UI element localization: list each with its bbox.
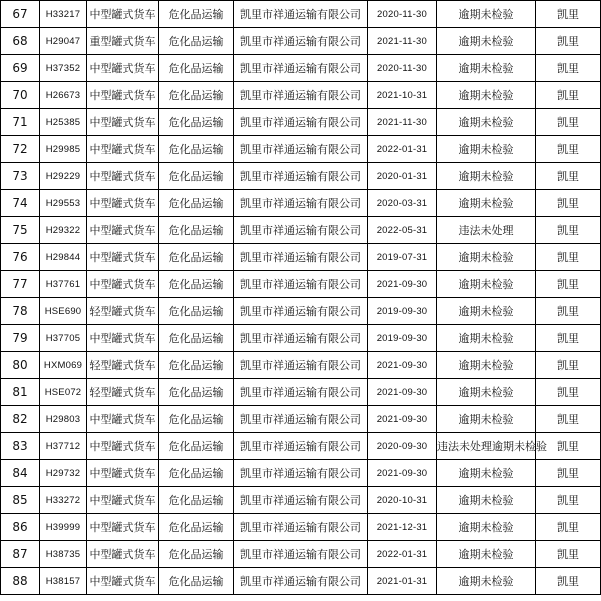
- row-number-cell: 74: [1, 190, 40, 217]
- plate-cell: H38735: [40, 541, 87, 568]
- area-cell: 凯里: [536, 487, 601, 514]
- table-body: [1, 1, 601, 595]
- row-number-cell: 75: [1, 217, 40, 244]
- vehicle-type-cell: 中型罐式货车: [87, 460, 159, 487]
- vehicle-type-cell: 中型罐式货车: [87, 109, 159, 136]
- date-cell: 2022-01-31: [368, 136, 437, 163]
- date-cell: 2019-09-30: [368, 325, 437, 352]
- usage-cell: 危化品运输: [159, 55, 234, 82]
- status-cell: 逾期未检验: [437, 28, 536, 55]
- status-cell: 逾期未检验: [437, 541, 536, 568]
- date-cell: 2021-10-31: [368, 82, 437, 109]
- plate-cell: H26673: [40, 82, 87, 109]
- row-number-cell: 71: [1, 109, 40, 136]
- table-row: [1, 352, 601, 379]
- plate-cell: H37712: [40, 433, 87, 460]
- company-cell: 凯里市祥通运输有限公司: [234, 190, 368, 217]
- table-row: [1, 136, 601, 163]
- usage-cell: 危化品运输: [159, 514, 234, 541]
- area-cell: 凯里: [536, 244, 601, 271]
- company-cell: 凯里市祥通运输有限公司: [234, 163, 368, 190]
- area-cell: 凯里: [536, 82, 601, 109]
- date-cell: 2019-07-31: [368, 244, 437, 271]
- plate-cell: H37352: [40, 55, 87, 82]
- date-cell: 2020-10-31: [368, 487, 437, 514]
- area-cell: 凯里: [536, 514, 601, 541]
- table-row: [1, 217, 601, 244]
- status-cell: 逾期未检验: [437, 1, 536, 28]
- usage-cell: 危化品运输: [159, 460, 234, 487]
- area-cell: 凯里: [536, 109, 601, 136]
- vehicle-type-cell: 中型罐式货车: [87, 55, 159, 82]
- status-cell: 逾期未检验: [437, 460, 536, 487]
- company-cell: 凯里市祥通运输有限公司: [234, 271, 368, 298]
- date-cell: 2020-01-31: [368, 163, 437, 190]
- table-row: [1, 568, 601, 595]
- usage-cell: 危化品运输: [159, 379, 234, 406]
- area-cell: 凯里: [536, 541, 601, 568]
- plate-cell: H37761: [40, 271, 87, 298]
- vehicle-type-cell: 中型罐式货车: [87, 82, 159, 109]
- vehicle-type-cell: 中型罐式货车: [87, 244, 159, 271]
- status-cell: 逾期未检验: [437, 136, 536, 163]
- company-cell: 凯里市祥通运输有限公司: [234, 460, 368, 487]
- status-cell: 逾期未检验: [437, 514, 536, 541]
- date-cell: 2021-09-30: [368, 406, 437, 433]
- row-number-cell: 69: [1, 55, 40, 82]
- date-cell: 2021-09-30: [368, 352, 437, 379]
- area-cell: 凯里: [536, 28, 601, 55]
- area-cell: 凯里: [536, 460, 601, 487]
- status-cell: 逾期未检验: [437, 109, 536, 136]
- plate-cell: H29844: [40, 244, 87, 271]
- row-number-cell: 72: [1, 136, 40, 163]
- table-row: [1, 190, 601, 217]
- usage-cell: 危化品运输: [159, 271, 234, 298]
- table-row: [1, 460, 601, 487]
- vehicle-type-cell: 中型罐式货车: [87, 271, 159, 298]
- status-cell: 逾期未检验: [437, 568, 536, 595]
- row-number-cell: 77: [1, 271, 40, 298]
- date-cell: 2021-12-31: [368, 514, 437, 541]
- plate-cell: H29553: [40, 190, 87, 217]
- usage-cell: 危化品运输: [159, 1, 234, 28]
- table-row: [1, 55, 601, 82]
- usage-cell: 危化品运输: [159, 325, 234, 352]
- area-cell: 凯里: [536, 55, 601, 82]
- row-number-cell: 87: [1, 541, 40, 568]
- vehicle-type-cell: 中型罐式货车: [87, 136, 159, 163]
- usage-cell: 危化品运输: [159, 244, 234, 271]
- date-cell: 2021-11-30: [368, 109, 437, 136]
- usage-cell: 危化品运输: [159, 82, 234, 109]
- area-cell: 凯里: [536, 568, 601, 595]
- usage-cell: 危化品运输: [159, 109, 234, 136]
- date-cell: 2022-01-31: [368, 541, 437, 568]
- company-cell: 凯里市祥通运输有限公司: [234, 379, 368, 406]
- date-cell: 2020-03-31: [368, 190, 437, 217]
- vehicle-type-cell: 中型罐式货车: [87, 190, 159, 217]
- row-number-cell: 88: [1, 568, 40, 595]
- company-cell: 凯里市祥通运输有限公司: [234, 244, 368, 271]
- plate-cell: HXM069: [40, 352, 87, 379]
- area-cell: 凯里: [536, 352, 601, 379]
- status-cell: 逾期未检验: [437, 379, 536, 406]
- plate-cell: H38157: [40, 568, 87, 595]
- area-cell: 凯里: [536, 1, 601, 28]
- usage-cell: 危化品运输: [159, 28, 234, 55]
- status-cell: 逾期未检验: [437, 82, 536, 109]
- status-cell: 逾期未检验: [437, 244, 536, 271]
- table-row: [1, 1, 601, 28]
- table-row: [1, 433, 601, 460]
- date-cell: 2022-05-31: [368, 217, 437, 244]
- area-cell: 凯里: [536, 136, 601, 163]
- plate-cell: H33272: [40, 487, 87, 514]
- date-cell: 2019-09-30: [368, 298, 437, 325]
- row-number-cell: 86: [1, 514, 40, 541]
- vehicle-type-cell: 中型罐式货车: [87, 163, 159, 190]
- row-number-cell: 78: [1, 298, 40, 325]
- usage-cell: 危化品运输: [159, 352, 234, 379]
- vehicle-type-cell: 轻型罐式货车: [87, 298, 159, 325]
- company-cell: 凯里市祥通运输有限公司: [234, 514, 368, 541]
- vehicle-type-cell: 中型罐式货车: [87, 487, 159, 514]
- date-cell: 2020-11-30: [368, 55, 437, 82]
- plate-cell: HSE690: [40, 298, 87, 325]
- row-number-cell: 70: [1, 82, 40, 109]
- date-cell: 2020-11-30: [368, 1, 437, 28]
- area-cell: 凯里: [536, 298, 601, 325]
- table-row: [1, 271, 601, 298]
- row-number-cell: 81: [1, 379, 40, 406]
- company-cell: 凯里市祥通运输有限公司: [234, 325, 368, 352]
- row-number-cell: 85: [1, 487, 40, 514]
- company-cell: 凯里市祥通运输有限公司: [234, 28, 368, 55]
- company-cell: 凯里市祥通运输有限公司: [234, 568, 368, 595]
- table-row: [1, 163, 601, 190]
- status-cell: 逾期未检验: [437, 352, 536, 379]
- company-cell: 凯里市祥通运输有限公司: [234, 433, 368, 460]
- usage-cell: 危化品运输: [159, 298, 234, 325]
- company-cell: 凯里市祥通运输有限公司: [234, 82, 368, 109]
- status-cell: 逾期未检验: [437, 298, 536, 325]
- row-number-cell: 83: [1, 433, 40, 460]
- row-number-cell: 68: [1, 28, 40, 55]
- vehicle-type-cell: 重型罐式货车: [87, 28, 159, 55]
- vehicle-type-cell: 中型罐式货车: [87, 1, 159, 28]
- usage-cell: 危化品运输: [159, 406, 234, 433]
- plate-cell: H29732: [40, 460, 87, 487]
- row-number-cell: 84: [1, 460, 40, 487]
- status-cell: 逾期未检验: [437, 271, 536, 298]
- row-number-cell: 82: [1, 406, 40, 433]
- status-cell: 逾期未检验: [437, 325, 536, 352]
- company-cell: 凯里市祥通运输有限公司: [234, 406, 368, 433]
- usage-cell: 危化品运输: [159, 541, 234, 568]
- table-row: [1, 406, 601, 433]
- status-cell: 逾期未检验: [437, 190, 536, 217]
- row-number-cell: 73: [1, 163, 40, 190]
- usage-cell: 危化品运输: [159, 568, 234, 595]
- vehicle-type-cell: 中型罐式货车: [87, 541, 159, 568]
- date-cell: 2021-01-31: [368, 568, 437, 595]
- status-cell: 逾期未检验: [437, 406, 536, 433]
- vehicle-type-cell: 中型罐式货车: [87, 406, 159, 433]
- vehicle-type-cell: 中型罐式货车: [87, 217, 159, 244]
- vehicle-type-cell: 中型罐式货车: [87, 568, 159, 595]
- usage-cell: 危化品运输: [159, 433, 234, 460]
- area-cell: 凯里: [536, 271, 601, 298]
- area-cell: 凯里: [536, 406, 601, 433]
- vehicle-type-cell: 轻型罐式货车: [87, 352, 159, 379]
- table-row: [1, 244, 601, 271]
- table-row: [1, 325, 601, 352]
- table-row: [1, 541, 601, 568]
- company-cell: 凯里市祥通运输有限公司: [234, 1, 368, 28]
- vehicle-type-cell: 轻型罐式货车: [87, 379, 159, 406]
- plate-cell: H29047: [40, 28, 87, 55]
- usage-cell: 危化品运输: [159, 217, 234, 244]
- area-cell: 凯里: [536, 163, 601, 190]
- vehicle-type-cell: 中型罐式货车: [87, 514, 159, 541]
- company-cell: 凯里市祥通运输有限公司: [234, 487, 368, 514]
- usage-cell: 危化品运输: [159, 136, 234, 163]
- plate-cell: H29322: [40, 217, 87, 244]
- area-cell: 凯里: [536, 433, 601, 460]
- plate-cell: H33217: [40, 1, 87, 28]
- plate-cell: H37705: [40, 325, 87, 352]
- company-cell: 凯里市祥通运输有限公司: [234, 541, 368, 568]
- table-row: [1, 514, 601, 541]
- company-cell: 凯里市祥通运输有限公司: [234, 136, 368, 163]
- plate-cell: H39999: [40, 514, 87, 541]
- date-cell: 2021-09-30: [368, 460, 437, 487]
- area-cell: 凯里: [536, 325, 601, 352]
- company-cell: 凯里市祥通运输有限公司: [234, 352, 368, 379]
- area-cell: 凯里: [536, 190, 601, 217]
- table-row: [1, 298, 601, 325]
- table-row: [1, 28, 601, 55]
- usage-cell: 危化品运输: [159, 190, 234, 217]
- row-number-cell: 76: [1, 244, 40, 271]
- vehicle-type-cell: 中型罐式货车: [87, 325, 159, 352]
- usage-cell: 危化品运输: [159, 487, 234, 514]
- usage-cell: 危化品运输: [159, 163, 234, 190]
- vehicle-type-cell: 中型罐式货车: [87, 433, 159, 460]
- date-cell: 2021-11-30: [368, 28, 437, 55]
- area-cell: 凯里: [536, 379, 601, 406]
- table-row: [1, 109, 601, 136]
- plate-cell: H25385: [40, 109, 87, 136]
- table-row: [1, 487, 601, 514]
- plate-cell: H29803: [40, 406, 87, 433]
- date-cell: 2021-09-30: [368, 379, 437, 406]
- status-cell: 违法未处理逾期未检验: [437, 433, 536, 460]
- status-cell: 逾期未检验: [437, 487, 536, 514]
- company-cell: 凯里市祥通运输有限公司: [234, 55, 368, 82]
- company-cell: 凯里市祥通运输有限公司: [234, 109, 368, 136]
- row-number-cell: 79: [1, 325, 40, 352]
- table-row: [1, 82, 601, 109]
- row-number-cell: 80: [1, 352, 40, 379]
- plate-cell: H29229: [40, 163, 87, 190]
- company-cell: 凯里市祥通运输有限公司: [234, 298, 368, 325]
- date-cell: 2021-09-30: [368, 271, 437, 298]
- company-cell: 凯里市祥通运输有限公司: [234, 217, 368, 244]
- row-number-cell: 67: [1, 1, 40, 28]
- status-cell: 逾期未检验: [437, 55, 536, 82]
- status-cell: 违法未处理: [437, 217, 536, 244]
- date-cell: 2020-09-30: [368, 433, 437, 460]
- table-row: [1, 379, 601, 406]
- plate-cell: H29985: [40, 136, 87, 163]
- status-cell: 逾期未检验: [437, 163, 536, 190]
- area-cell: 凯里: [536, 217, 601, 244]
- plate-cell: HSE072: [40, 379, 87, 406]
